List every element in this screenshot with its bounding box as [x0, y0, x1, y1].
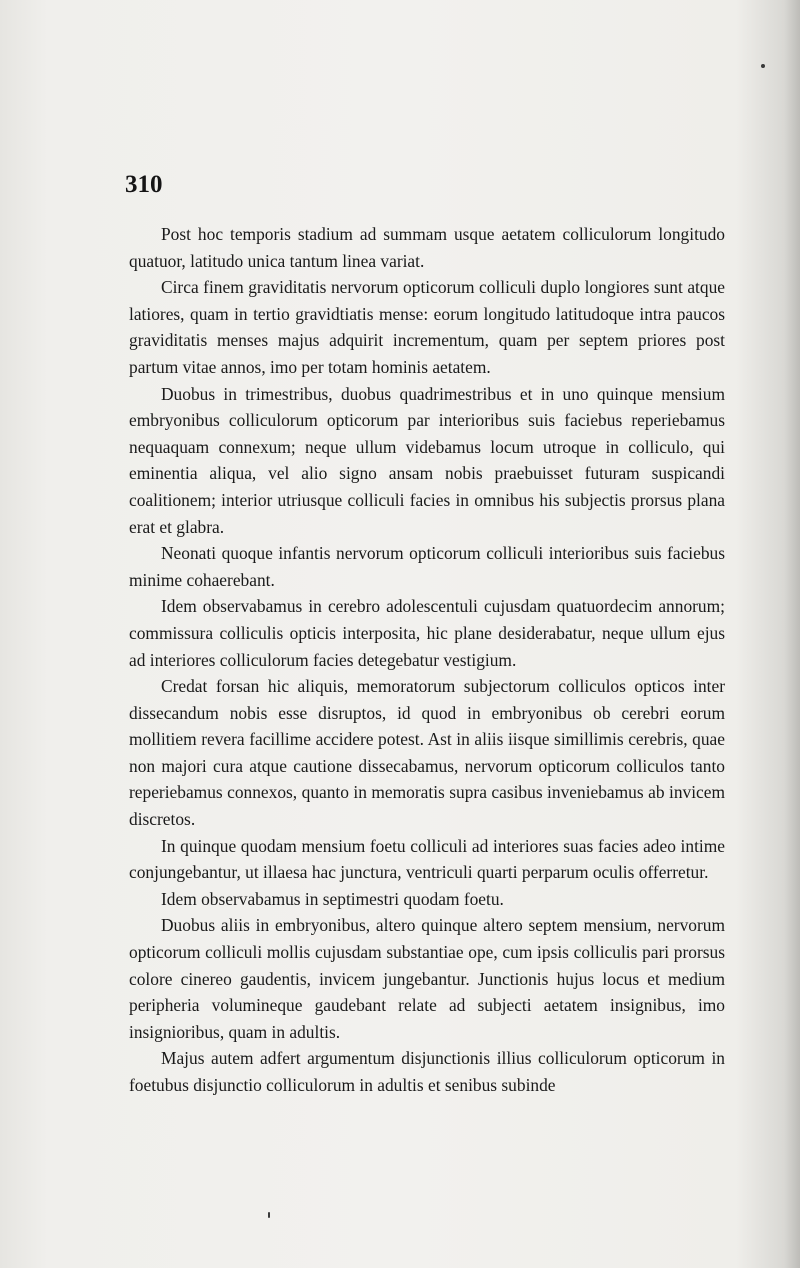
- paragraph: In quinque quodam mensium foetu colliculi ad interiores suas facies adeo intime conjungebantur, ut illaesa hac junctura, ventriculi quarti perparum oculis offerretur.: [129, 835, 725, 883]
- ink-speck: [761, 64, 765, 68]
- paragraph: Majus autem adfert argumentum disjunctionis illius colliculorum opticorum in foetubus disjunctio colliculorum in adultis et senibus subinde: [129, 1048, 725, 1095]
- paragraph: Neonati quoque infantis nervorum opticorum colliculi interioribus suis faciebus minime cohaerebant.: [129, 543, 725, 590]
- paragraph: Duobus aliis in embryonibus, altero quinque altero septem mensium, nervorum opticorum colliculi mollis cujusdam substantiae ope, cum ipsis colliculis pari prorsus colore cinereo gaudentis, invicem jungebantur. Junctionis hujus locus et medium peripheria volumineque gaudebant relate ad subjecti aetatem insignibus, imo insignioribus, quam in adultis.: [129, 915, 725, 1042]
- paragraph: Credat forsan hic aliquis, memoratorum subjectorum colliculos opticos inter dissecandum nobis esse disruptos, id quod in embryonibus ob cerebri eorum mollitiem revera facillime accidere potest. Ast in aliis iisque simillimis cerebris, quae non majori cura atque cautione dissecabamus, nervorum opticorum colliculos tanto reperiebamus connexos, quanto in memoratis supra casibus inveniebamus ab invicem discretos.: [129, 676, 725, 830]
- paragraph: Idem observabamus in septimestri quodam foetu.: [161, 888, 504, 909]
- paragraph: Circa finem graviditatis nervorum opticorum colliculi duplo longiores sunt atque latiores, quam in tertio gravidtiatis mense: eorum longitudo latitudoque intra paucos graviditatis menses majus adquirit incrementum, quam per septem priores post partum vitae annos, imo per totam hominis aetatem.: [129, 277, 725, 377]
- paragraph: Duobus in trimestribus, duobus quadrimestribus et in uno quinque mensium embryonibus colliculorum opticorum par interioribus suis faciebus reperiebamus nequaquam connexum; neque ullum videbamus locum utroque in colliculo, qui eminentia aliqua, vel alio signo ansam nobis praebuisset futuram suspicandi coalitionem; interior utriusque colliculi facies in omnibus his subjectis prorsus plana erat et glabra.: [129, 383, 725, 537]
- ink-speck: [268, 1212, 270, 1218]
- page-number: 310: [125, 171, 163, 198]
- paragraph: Post hoc temporis stadium ad summam usque aetatem colliculorum longitudo quatuor, latitudo unica tantum linea variat.: [129, 224, 725, 271]
- paragraph: Idem observabamus in cerebro adolescentuli cujusdam quatuordecim annorum; commissura colliculis opticis interposita, hic plane desiderabatur, neque ullum ejus ad interiores colliculorum facies detegebatur vestigium.: [129, 596, 725, 670]
- body-text: [129, 221, 725, 1099]
